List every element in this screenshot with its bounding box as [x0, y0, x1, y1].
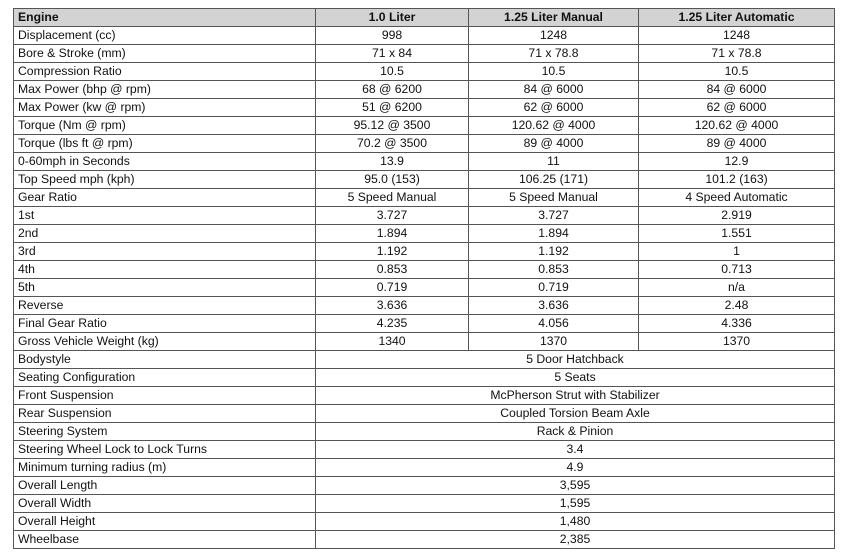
table-row — [14, 189, 835, 207]
cell-value: 0.713 — [639, 261, 835, 279]
cell-value: 101.2 (163) — [639, 171, 835, 189]
cell-value: 62 @ 6000 — [639, 99, 835, 117]
table-row — [14, 171, 835, 189]
cell-value: 0.853 — [469, 261, 639, 279]
cell-value: 4 Speed Automatic — [639, 189, 835, 207]
row-label: Top Speed mph (kph) — [14, 171, 316, 189]
table-row — [14, 495, 835, 513]
row-label: Torque (Nm @ rpm) — [14, 117, 316, 135]
row-label: Final Gear Ratio — [14, 315, 316, 333]
cell-value: 120.62 @ 4000 — [469, 117, 639, 135]
table-row — [14, 153, 835, 171]
cell-value-merged: Coupled Torsion Beam Axle — [316, 405, 835, 423]
row-label: Displacement (cc) — [14, 27, 316, 45]
table-row — [14, 243, 835, 261]
row-label: 1st — [14, 207, 316, 225]
row-label: Max Power (bhp @ rpm) — [14, 81, 316, 99]
table-row — [14, 207, 835, 225]
engine-specs-table — [13, 8, 835, 549]
cell-value: 4.056 — [469, 315, 639, 333]
row-label: Steering Wheel Lock to Lock Turns — [14, 441, 316, 459]
header-1-25-liter-automatic: 1.25 Liter Automatic — [639, 9, 835, 27]
cell-value: 13.9 — [316, 153, 469, 171]
row-label: 3rd — [14, 243, 316, 261]
cell-value: 1.894 — [469, 225, 639, 243]
cell-value-merged: 2,385 — [316, 531, 835, 549]
row-label: Bodystyle — [14, 351, 316, 369]
row-label: Wheelbase — [14, 531, 316, 549]
row-label: Overall Width — [14, 495, 316, 513]
cell-value: 1 — [639, 243, 835, 261]
table-row — [14, 63, 835, 81]
cell-value: 1248 — [639, 27, 835, 45]
row-label: Gross Vehicle Weight (kg) — [14, 333, 316, 351]
specs-sheet — [13, 8, 835, 549]
cell-value: 12.9 — [639, 153, 835, 171]
table-row — [14, 81, 835, 99]
table-row — [14, 315, 835, 333]
table-row — [14, 27, 835, 45]
row-label: Max Power (kw @ rpm) — [14, 99, 316, 117]
cell-value: 84 @ 6000 — [469, 81, 639, 99]
row-label: 5th — [14, 279, 316, 297]
cell-value-merged: 3,595 — [316, 477, 835, 495]
cell-value: 5 Speed Manual — [316, 189, 469, 207]
cell-value-merged: 1,595 — [316, 495, 835, 513]
row-label: Bore & Stroke (mm) — [14, 45, 316, 63]
table-row — [14, 297, 835, 315]
cell-value-merged: 4.9 — [316, 459, 835, 477]
row-label: Torque (lbs ft @ rpm) — [14, 135, 316, 153]
cell-value: 71 x 78.8 — [639, 45, 835, 63]
cell-value: 3.727 — [469, 207, 639, 225]
cell-value: 10.5 — [469, 63, 639, 81]
cell-value: 70.2 @ 3500 — [316, 135, 469, 153]
cell-value: 106.25 (171) — [469, 171, 639, 189]
row-label: Seating Configuration — [14, 369, 316, 387]
table-row — [14, 45, 835, 63]
row-label: 4th — [14, 261, 316, 279]
cell-value: 1.894 — [316, 225, 469, 243]
cell-value: 95.0 (153) — [316, 171, 469, 189]
cell-value: 71 x 78.8 — [469, 45, 639, 63]
header-engine: Engine — [14, 9, 316, 27]
cell-value: 3.636 — [469, 297, 639, 315]
cell-value: n/a — [639, 279, 835, 297]
cell-value: 1370 — [469, 333, 639, 351]
cell-value: 62 @ 6000 — [469, 99, 639, 117]
cell-value: 1.192 — [316, 243, 469, 261]
cell-value: 2.48 — [639, 297, 835, 315]
cell-value: 1.551 — [639, 225, 835, 243]
header-1-25-liter-manual: 1.25 Liter Manual — [469, 9, 639, 27]
table-row — [14, 531, 835, 549]
table-header-row — [14, 9, 835, 27]
cell-value-merged: McPherson Strut with Stabilizer — [316, 387, 835, 405]
cell-value-merged: 5 Seats — [316, 369, 835, 387]
cell-value: 89 @ 4000 — [469, 135, 639, 153]
cell-value: 998 — [316, 27, 469, 45]
cell-value: 68 @ 6200 — [316, 81, 469, 99]
cell-value-merged: 1,480 — [316, 513, 835, 531]
row-label: Reverse — [14, 297, 316, 315]
table-row — [14, 369, 835, 387]
row-label: Minimum turning radius (m) — [14, 459, 316, 477]
cell-value-merged: 3.4 — [316, 441, 835, 459]
table-row — [14, 477, 835, 495]
row-label: Rear Suspension — [14, 405, 316, 423]
row-label: 2nd — [14, 225, 316, 243]
cell-value: 71 x 84 — [316, 45, 469, 63]
cell-value: 95.12 @ 3500 — [316, 117, 469, 135]
cell-value: 10.5 — [316, 63, 469, 81]
cell-value: 1248 — [469, 27, 639, 45]
cell-value-merged: Rack & Pinion — [316, 423, 835, 441]
table-row — [14, 423, 835, 441]
cell-value: 5 Speed Manual — [469, 189, 639, 207]
row-label: Gear Ratio — [14, 189, 316, 207]
row-label: Steering System — [14, 423, 316, 441]
cell-value: 0.853 — [316, 261, 469, 279]
table-row — [14, 261, 835, 279]
cell-value: 10.5 — [639, 63, 835, 81]
table-row — [14, 279, 835, 297]
cell-value: 1340 — [316, 333, 469, 351]
cell-value: 89 @ 4000 — [639, 135, 835, 153]
cell-value: 120.62 @ 4000 — [639, 117, 835, 135]
cell-value-merged: 5 Door Hatchback — [316, 351, 835, 369]
cell-value: 3.727 — [316, 207, 469, 225]
table-row — [14, 441, 835, 459]
table-row — [14, 405, 835, 423]
cell-value: 4.336 — [639, 315, 835, 333]
cell-value: 51 @ 6200 — [316, 99, 469, 117]
table-row — [14, 351, 835, 369]
cell-value: 1.192 — [469, 243, 639, 261]
cell-value: 0.719 — [469, 279, 639, 297]
row-label: Overall Height — [14, 513, 316, 531]
table-row — [14, 99, 835, 117]
table-row — [14, 225, 835, 243]
table-row — [14, 513, 835, 531]
header-1-0-liter: 1.0 Liter — [316, 9, 469, 27]
table-row — [14, 333, 835, 351]
table-row — [14, 387, 835, 405]
row-label: Front Suspension — [14, 387, 316, 405]
cell-value: 2.919 — [639, 207, 835, 225]
cell-value: 84 @ 6000 — [639, 81, 835, 99]
row-label: Overall Length — [14, 477, 316, 495]
row-label: Compression Ratio — [14, 63, 316, 81]
cell-value: 4.235 — [316, 315, 469, 333]
table-row — [14, 117, 835, 135]
cell-value: 11 — [469, 153, 639, 171]
row-label: 0-60mph in Seconds — [14, 153, 316, 171]
table-row — [14, 459, 835, 477]
cell-value: 0.719 — [316, 279, 469, 297]
table-row — [14, 135, 835, 153]
cell-value: 1370 — [639, 333, 835, 351]
cell-value: 3.636 — [316, 297, 469, 315]
